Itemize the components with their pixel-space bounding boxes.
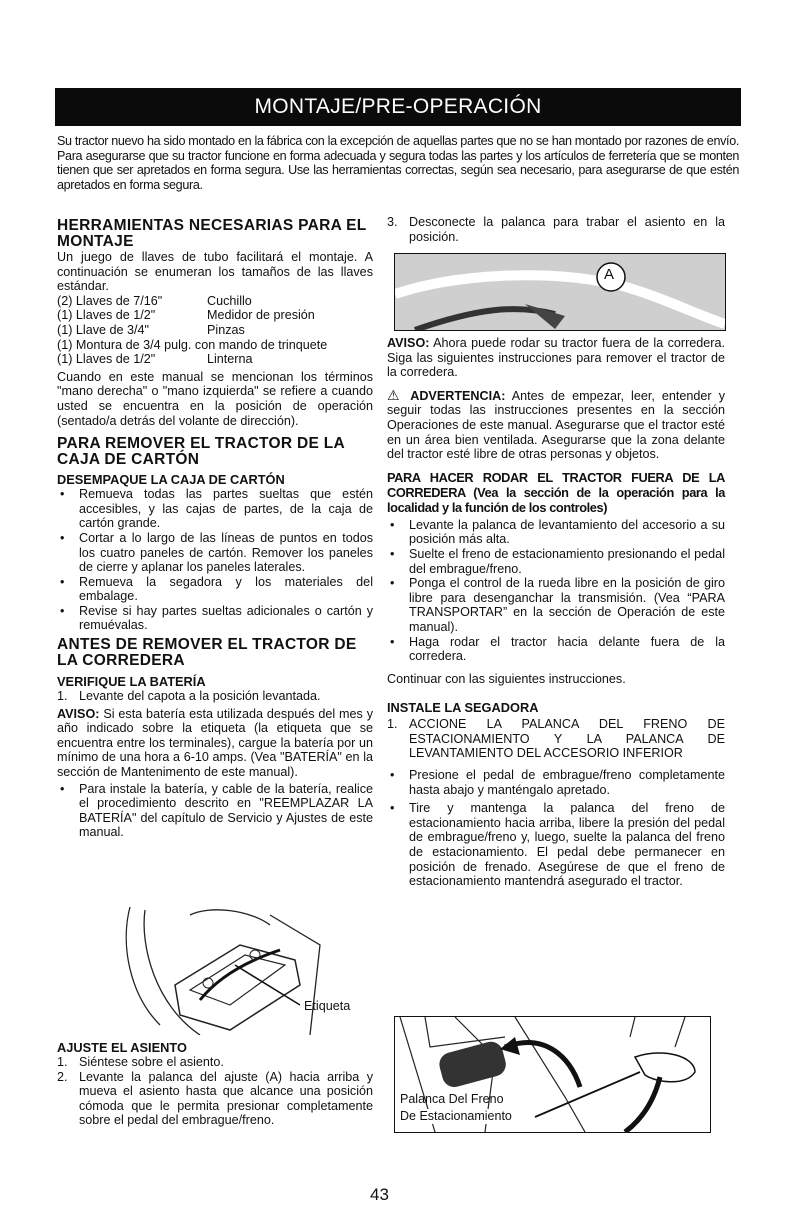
parking-brake-figure bbox=[394, 1016, 711, 1133]
list-item: • Tire y mantenga la palanca del freno de estacionamiento hacia arriba, libere la presión del pedal de embrague/freno y, luego, suelte la palanca del freno de estacionamiento. El pedal debe permanecer en posición de frenado. Asegúrese de que el freno de estacionamiento mantendrá asegurado el tractor. bbox=[387, 801, 725, 889]
seat-step bbox=[387, 215, 725, 244]
step-number: 2. bbox=[57, 1069, 68, 1084]
tool-item: Pinzas bbox=[207, 322, 245, 337]
battery-figure bbox=[120, 905, 350, 1035]
before-heading: ANTES DE REMOVER EL TRACTOR DE LA CORREDERA bbox=[57, 636, 357, 670]
notice-label: AVISO: bbox=[387, 336, 430, 350]
section-header bbox=[55, 88, 741, 126]
roll-list bbox=[387, 518, 725, 664]
seat-step bbox=[57, 1070, 373, 1128]
warning-text: Antes de empezar, leer, entender y seguir todas las instrucciones presentes en la sección Operaciones de este manual. Asegurarse que el tractor esté en un área bien ventilada. Asegurarse que la zona delante del tractor esté libre de otras personas y objetos. bbox=[387, 388, 726, 462]
list-item: • Revise si hay partes sueltas adicionales o cartón y remuévalas. bbox=[57, 604, 373, 633]
seat-heading: AJUSTE EL ASIENTO bbox=[57, 1040, 187, 1055]
continue-text: Continuar con las siguientes instrucciones. bbox=[387, 671, 626, 686]
roll-notice bbox=[387, 336, 725, 380]
list-item: • Remueva la segadora y los materiales del embalage. bbox=[57, 575, 373, 604]
step-text: Desconecte la palanca para trabar el asiento en la posición. bbox=[409, 215, 725, 244]
step-number: 1. bbox=[57, 1055, 68, 1069]
seat-step-3 bbox=[387, 215, 725, 244]
tools-list bbox=[57, 294, 373, 367]
mower-list bbox=[387, 768, 725, 889]
tools-heading: HERRAMIENTAS NECESARIAS PARA EL MONTAJE bbox=[57, 217, 367, 250]
notice-text: Ahora puede rodar su tractor fuera de la corredera. Siga las siguientes instrucciones para remover el tractor de la corredera. bbox=[387, 336, 725, 380]
mower-step-1 bbox=[387, 717, 725, 761]
step-number: 1. bbox=[387, 717, 398, 732]
step-text: Levante la palanca del ajuste (A) hacia arriba y mueva el asiento hasta que alcance una posición cómoda que le permita presionar completamente sobre el pedal del embrague/freno. bbox=[79, 1069, 373, 1128]
list-item: • Presione el pedal de embrague/freno completamente hasta abajo y manténgalo apretado. bbox=[387, 768, 725, 797]
list-item: • Cortar a lo largo de las líneas de puntos en todos los cuatro paneles de cartón. Remover los paneles de cierre y aplanar los paneles laterales. bbox=[57, 531, 373, 575]
tool-item: Cuchillo bbox=[207, 293, 252, 308]
list-item: • Para instale la batería, y cable de la batería, realice el procedimiento descrito en "REEMPLAZAR LA BATERÍA" del capítulo de Servicio y Ajustes de este manual. bbox=[57, 782, 373, 840]
battery-list bbox=[57, 782, 373, 840]
page-number: 43 bbox=[370, 1185, 389, 1204]
step-text: ACCIONE LA PALANCA DEL FRENO DE ESTACIONAMIENTO Y LA PALANCA DE LEVANTAMIENTO DEL ACCESORIO INFERIOR bbox=[409, 717, 725, 761]
seat-step bbox=[57, 1055, 373, 1070]
unpack-list bbox=[57, 487, 373, 633]
seat-illustration bbox=[395, 254, 725, 330]
battery-subheading: VERIFIQUE LA BATERÍA bbox=[57, 674, 206, 690]
right-instructions bbox=[387, 336, 725, 889]
tool-item: (1) Montura de 3/4 pulg. con mando de trinquete bbox=[57, 337, 328, 352]
section-title: MONTAJE/PRE-OPERACIÓN bbox=[254, 95, 542, 118]
warning-icon: ⚠ bbox=[387, 386, 404, 403]
battery-notice bbox=[57, 707, 373, 780]
step-text: Levante del capota a la posición levantada. bbox=[79, 689, 321, 704]
tool-item: (1) Llaves de 1/2" bbox=[57, 308, 156, 323]
label-callout: Etiqueta bbox=[304, 999, 351, 1013]
seat-callout-a: A bbox=[604, 266, 615, 283]
tools-text: Un juego de llaves de tubo facilitará el montaje. A continuación se enumeran los tamaños de las llaves estándar. bbox=[57, 250, 373, 294]
tool-item: (1) Llave de 3/4" bbox=[57, 322, 149, 337]
tool-item: (2) Llaves de 7/16" bbox=[57, 293, 163, 308]
tool-item: Medidor de presión bbox=[207, 308, 315, 323]
battery-illustration bbox=[120, 905, 350, 1035]
step-text: Siéntese sobre el asiento. bbox=[79, 1055, 224, 1069]
list-item: • Haga rodar el tractor hacia delante fuera de la corredera. bbox=[387, 635, 725, 664]
brake-label-line2: De Estacionamiento bbox=[400, 1109, 512, 1123]
notice-label: AVISO: bbox=[57, 706, 100, 721]
hand-note: Cuando en este manual se mencionan los términos "mano derecha" o "mano izquierda" se refiere a cuando usted se encuentra en la posición de operación (sentado/a detrás del volante de dirección). bbox=[57, 369, 373, 428]
notice-text: Si esta batería esta utilizada después del mes y año indicado sobre la etiqueta (la etiqueta que se encuentra entre los terminales), cargue la batería por un mínimo de una hora a 6-10 amps. (Vea "BATERÍA" en la sección de Mantenimento de este manual). bbox=[57, 706, 373, 780]
seat-section bbox=[57, 1040, 373, 1128]
tool-item: (1) Llaves de 1/2" bbox=[57, 352, 156, 367]
list-item: • Levante la palanca de levantamiento del accesorio a su posición más alta. bbox=[387, 518, 725, 547]
remove-box-heading: PARA REMOVER EL TRACTOR DE LA CAJA DE CARTÓN bbox=[57, 435, 345, 469]
step-number: 3. bbox=[387, 215, 398, 229]
brake-label-line1: Palanca Del Freno bbox=[400, 1092, 504, 1106]
intro-paragraph: Su tractor nuevo ha sido montado en la fábrica con la excepción de aquellas partes que no se han montado por razones de envío. Para asegurarse que su tractor funcione en forma adecuada y segura todas las partes y los artículos de ferretería que se monten tienen que ser apretados en forma segura. Use las herramientas correctas, según sea necesario, para asegurarse de que estén apretados en forma segura. bbox=[57, 134, 739, 192]
battery-step-1 bbox=[57, 689, 373, 704]
warning-label: ADVERTENCIA: bbox=[410, 388, 506, 403]
list-item: • Ponga el control de la rueda libre en la posición de giro libre para desenganchar la transmisión. (Vea “PARA TRANSPORTAR” en la sección de Operación de este manual). bbox=[387, 576, 725, 634]
roll-heading: PARA HACER RODAR EL TRACTOR FUERA DE LA CORREDERA (Vea la sección de la operación para la localidad y la función de los controles) bbox=[387, 469, 725, 515]
list-item: • Suelte el freno de estacionamiento presionando el pedal del embrague/freno. bbox=[387, 547, 725, 576]
mower-heading: INSTALE LA SEGADORA bbox=[387, 700, 539, 716]
warning-paragraph bbox=[387, 388, 725, 462]
step-number: 1. bbox=[57, 689, 68, 704]
tool-item: Linterna bbox=[207, 352, 253, 367]
unpack-subheading: DESEMPAQUE LA CAJA DE CARTÓN bbox=[57, 472, 285, 488]
list-item: • Remueva todas las partes sueltas que estén accesibles, y las cajas de partes, de la caja de cartón grande. bbox=[57, 487, 373, 531]
tools-section bbox=[57, 218, 373, 840]
seat-figure bbox=[394, 253, 726, 331]
